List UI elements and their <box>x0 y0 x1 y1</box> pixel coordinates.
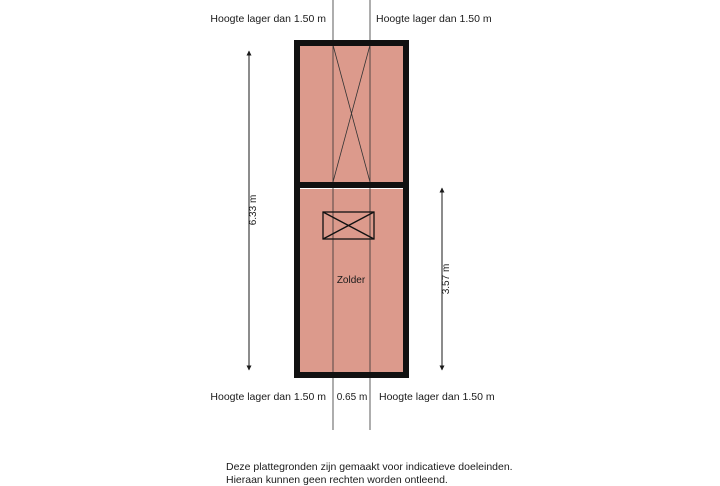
disclaimer-line-2: Hieraan kunnen geen rechten worden ontleend. <box>226 474 706 486</box>
height-note-top-right: Hoogte lager dan 1.50 m <box>376 13 492 25</box>
dimension-low-zone-width: 0.65 m <box>337 392 368 403</box>
room-name-label: Zolder <box>337 275 366 286</box>
disclaimer <box>226 461 706 486</box>
height-note-bottom-left: Hoogte lager dan 1.50 m <box>210 391 326 403</box>
dimension-room-depth: 3.57 m <box>441 264 452 295</box>
height-note-bottom-right: Hoogte lager dan 1.50 m <box>379 391 495 403</box>
height-note-top-left: Hoogte lager dan 1.50 m <box>210 13 326 25</box>
disclaimer-line-1: Deze plattegronden zijn gemaakt voor indicatieve doeleinden. <box>226 461 706 474</box>
dimension-total-depth: 6.33 m <box>248 195 259 226</box>
